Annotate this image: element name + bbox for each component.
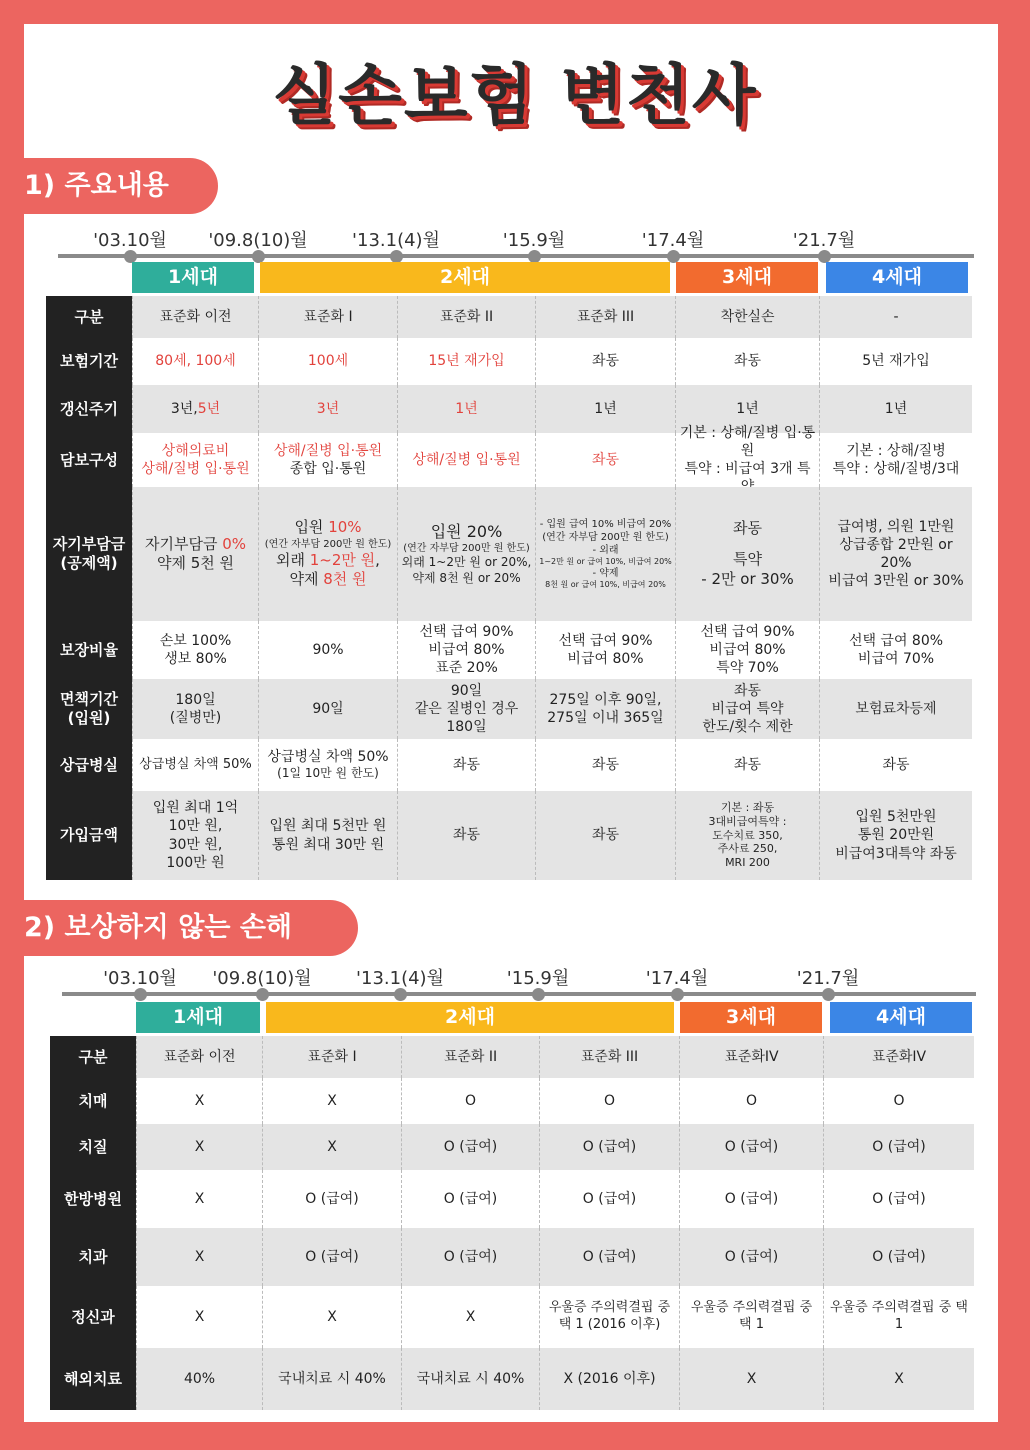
row-header-coverage: 담보구성 — [46, 433, 132, 487]
table-cell: 15년 재가입 — [397, 338, 535, 385]
table-cell: 선택 급여 90% 비급여 80% — [535, 621, 675, 679]
table-cell: 90일 같은 질병인 경우 180일 — [397, 679, 535, 739]
table-cell: O (급여) — [401, 1124, 539, 1170]
table-cell: 좌동 — [819, 739, 972, 791]
table-cell: X — [679, 1348, 823, 1410]
table-cell: 좌동 — [535, 791, 675, 880]
table-cell: O (급여) — [539, 1170, 679, 1228]
table-cell: O (급여) — [679, 1170, 823, 1228]
table-cell: 기본 : 좌동 3대비급여특약 : 도수치료 350, 주사료 250, MRI 200 — [675, 791, 819, 880]
table-cell: 90% — [258, 621, 397, 679]
row-header-ratio: 보장비율 — [46, 621, 132, 679]
table-cell: 기본 : 상해/질병 입·통원 특약 : 비급여 3개 특 — [675, 433, 819, 487]
table-cell: 좌동 — [535, 338, 675, 385]
table-cell: X — [136, 1170, 262, 1228]
table-cell: 선택 급여 80% 비급여 70% — [819, 621, 972, 679]
section1-label: 1) 주요내용 — [0, 158, 218, 214]
table-cell: O (급여) — [823, 1124, 974, 1170]
table-cell: 보험료차등제 — [819, 679, 972, 739]
row-header-dental: 치과 — [50, 1228, 136, 1286]
timeline-line — [62, 992, 976, 996]
timeline-label: '03.10월 — [93, 230, 167, 251]
section2-label: 2) 보상하지 않는 손해 — [0, 900, 358, 956]
gen1-badge: 1세대 — [136, 1002, 260, 1033]
timeline-label: '13.1(4)월 — [356, 968, 444, 989]
gen1-badge: 1세대 — [132, 262, 254, 293]
table-cell: 상해의료비 상해/질병 입·통원 — [132, 433, 258, 487]
table-cell: 좌동 — [535, 433, 675, 487]
row-header-category: 구분 — [46, 296, 132, 338]
table-cell: 표준화 I — [262, 1036, 401, 1078]
table-cell: O (급여) — [823, 1170, 974, 1228]
table-cell: X — [136, 1228, 262, 1286]
timeline-2 — [62, 964, 976, 1000]
timeline-label: '17.4월 — [641, 230, 705, 251]
table-cell: - 입원 급여 10% 비급여 20% (연간 자부담 200만 원 한도) - 외래 1~2만 원 or 급여 10%, 비급여 20% - 약제 8천 원 or 급여 10%, 비급여 20% — [535, 487, 675, 621]
timeline-label: '09.8(10)월 — [208, 230, 308, 251]
table-cell: X — [136, 1078, 262, 1124]
table-cell: 입원 20% (연간 자부담 200만 원 한도) 외래 1~2만 원 or 20%, 약제 8천 원 or 20% — [397, 487, 535, 621]
table-cell: 상급병실 차액 50% — [132, 739, 258, 791]
table-cell: 표준화 II — [397, 296, 535, 338]
table-cell: O (급여) — [262, 1228, 401, 1286]
table-cell: 자기부담금 0% 약제 5천 원 — [132, 487, 258, 621]
table-cell: 100세 — [258, 338, 397, 385]
table-cell: 입원 최대 1억 10만 원, 30만 원, 100만 원 — [132, 791, 258, 880]
timeline-label: '15.9월 — [506, 968, 570, 989]
table-cell: X — [823, 1348, 974, 1410]
table-cell: O — [679, 1078, 823, 1124]
table-cell: 좌동 — [675, 739, 819, 791]
table-cell: O (급여) — [401, 1170, 539, 1228]
table-main-content — [46, 296, 972, 880]
row-header-exclusion-period: 면책기간 (입원) — [46, 679, 132, 739]
table-cell: 5년 재가입 — [819, 338, 972, 385]
table-cell: 국내치료 시 40% — [401, 1348, 539, 1410]
table-cell: 입원 10% (연간 자부담 200만 원 한도) 외래 1~2만 원, 약제 8천 원 — [258, 487, 397, 621]
table-cell: X — [136, 1124, 262, 1170]
table-cell: 40% — [136, 1348, 262, 1410]
table-cell: O (급여) — [823, 1228, 974, 1286]
table-cell: 좌동 특약 - 2만 or 30% — [675, 487, 819, 621]
table-cell: 1년 — [675, 385, 819, 433]
gen3-badge: 3세대 — [676, 262, 818, 293]
timeline-label: '21.7월 — [792, 230, 856, 251]
row-header-room: 상급병실 — [46, 739, 132, 791]
row-header-renewal: 갱신주기 — [46, 385, 132, 433]
table-cell: 표준화 II — [401, 1036, 539, 1078]
timeline-label: '09.8(10)월 — [212, 968, 312, 989]
table-cell: 우울증 주의력결핍 중 택 1 (2016 이후) — [539, 1286, 679, 1348]
table-cell: 80세, 100세 — [132, 338, 258, 385]
table-cell: X — [262, 1124, 401, 1170]
row-header-amount: 가입금액 — [46, 791, 132, 880]
timeline-line — [58, 254, 974, 258]
table-cell: 표준화 이전 — [136, 1036, 262, 1078]
timeline-label: '13.1(4)월 — [352, 230, 440, 251]
page-title: 실손보험 변천사 — [272, 57, 758, 134]
table-cell: 표준화IV — [823, 1036, 974, 1078]
table-cell: O — [823, 1078, 974, 1124]
table-cell: 90일 — [258, 679, 397, 739]
table-cell: 표준화 I — [258, 296, 397, 338]
timeline-label: '15.9월 — [502, 230, 566, 251]
table-cell: 표준화 III — [539, 1036, 679, 1078]
table-cell: 좌동 — [675, 338, 819, 385]
table-cell: 입원 최대 5천만 원 통원 최대 30만 원 — [258, 791, 397, 880]
timeline-label: '03.10월 — [103, 968, 177, 989]
table-cell: 1년 — [819, 385, 972, 433]
table-cell: 상급병실 차액 50% (1일 10만 원 한도) — [258, 739, 397, 791]
table-cell: 손보 100% 생보 80% — [132, 621, 258, 679]
table-exclusions — [50, 1036, 974, 1410]
timeline-1 — [58, 226, 974, 262]
row-header-hemorrhoids: 치질 — [50, 1124, 136, 1170]
table-cell: X (2016 이후) — [539, 1348, 679, 1410]
table-cell: 착한실손 — [675, 296, 819, 338]
table-cell: 표준화IV — [679, 1036, 823, 1078]
table-cell: 좌동 — [397, 791, 535, 880]
gen2-badge: 2세대 — [266, 1002, 674, 1033]
timeline-label: '17.4월 — [645, 968, 709, 989]
row-header-overseas: 해외치료 — [50, 1348, 136, 1410]
table-cell: X — [401, 1286, 539, 1348]
table-cell: O — [401, 1078, 539, 1124]
row-header-category: 구분 — [50, 1036, 136, 1078]
table-cell: O (급여) — [539, 1124, 679, 1170]
row-header-psychiatry: 정신과 — [50, 1286, 136, 1348]
table-cell: 1년 — [397, 385, 535, 433]
timeline-label: '21.7월 — [796, 968, 860, 989]
table-cell: 좌동 비급여 특약 한도/횟수 제한 — [675, 679, 819, 739]
table-cell: O — [539, 1078, 679, 1124]
table-cell: O (급여) — [679, 1228, 823, 1286]
table-cell: 3년 — [258, 385, 397, 433]
gen2-badge: 2세대 — [260, 262, 670, 293]
row-header-period: 보험기간 — [46, 338, 132, 385]
table-cell: - — [819, 296, 972, 338]
gen4-badge: 4세대 — [830, 1002, 972, 1033]
table-cell: 급여병, 의원 1만원 상급종합 2만원 or 20% 비급여 3만원 or 30% — [819, 487, 972, 621]
table-cell: 국내치료 시 40% — [262, 1348, 401, 1410]
table-cell: 입원 5천만원 통원 20만원 비급여3대특약 좌동 — [819, 791, 972, 880]
table-cell: 좌동 — [535, 739, 675, 791]
table-cell: O (급여) — [262, 1170, 401, 1228]
table-cell: 상해/질병 입·통원 종합 입·통원 — [258, 433, 397, 487]
row-header-oriental-hospital: 한방병원 — [50, 1170, 136, 1228]
table-cell: 표준화 III — [535, 296, 675, 338]
row-header-dementia: 치매 — [50, 1078, 136, 1124]
gen3-badge: 3세대 — [680, 1002, 822, 1033]
table-cell: 좌동 — [397, 739, 535, 791]
table-cell: O (급여) — [539, 1228, 679, 1286]
table-cell: O (급여) — [679, 1124, 823, 1170]
table-cell: 우울증 주의력결핍 중 택 1 — [823, 1286, 974, 1348]
table-cell: X — [136, 1286, 262, 1348]
table-cell: 선택 급여 90% 비급여 80% 특약 70% — [675, 621, 819, 679]
table-cell: 3년, 5년 — [132, 385, 258, 433]
table-cell: X — [262, 1078, 401, 1124]
table-cell: 선택 급여 90% 비급여 80% 표준 20% — [397, 621, 535, 679]
table-cell: 우울증 주의력결핍 중 택 1 — [679, 1286, 823, 1348]
table-cell: 표준화 이전 — [132, 296, 258, 338]
gen4-badge: 4세대 — [826, 262, 968, 293]
table-cell: 기본 : 상해/질병 특약 : 상해/질병/3대 — [819, 433, 972, 487]
table-cell: 상해/질병 입·통원 — [397, 433, 535, 487]
table-cell: O (급여) — [401, 1228, 539, 1286]
table-cell: X — [262, 1286, 401, 1348]
table-cell: 275일 이후 90일, 275일 이내 365일 — [535, 679, 675, 739]
table-cell: 1년 — [535, 385, 675, 433]
table-cell: 180일 (질병만) — [132, 679, 258, 739]
row-header-deductible: 자기부담금 (공제액) — [46, 487, 132, 621]
